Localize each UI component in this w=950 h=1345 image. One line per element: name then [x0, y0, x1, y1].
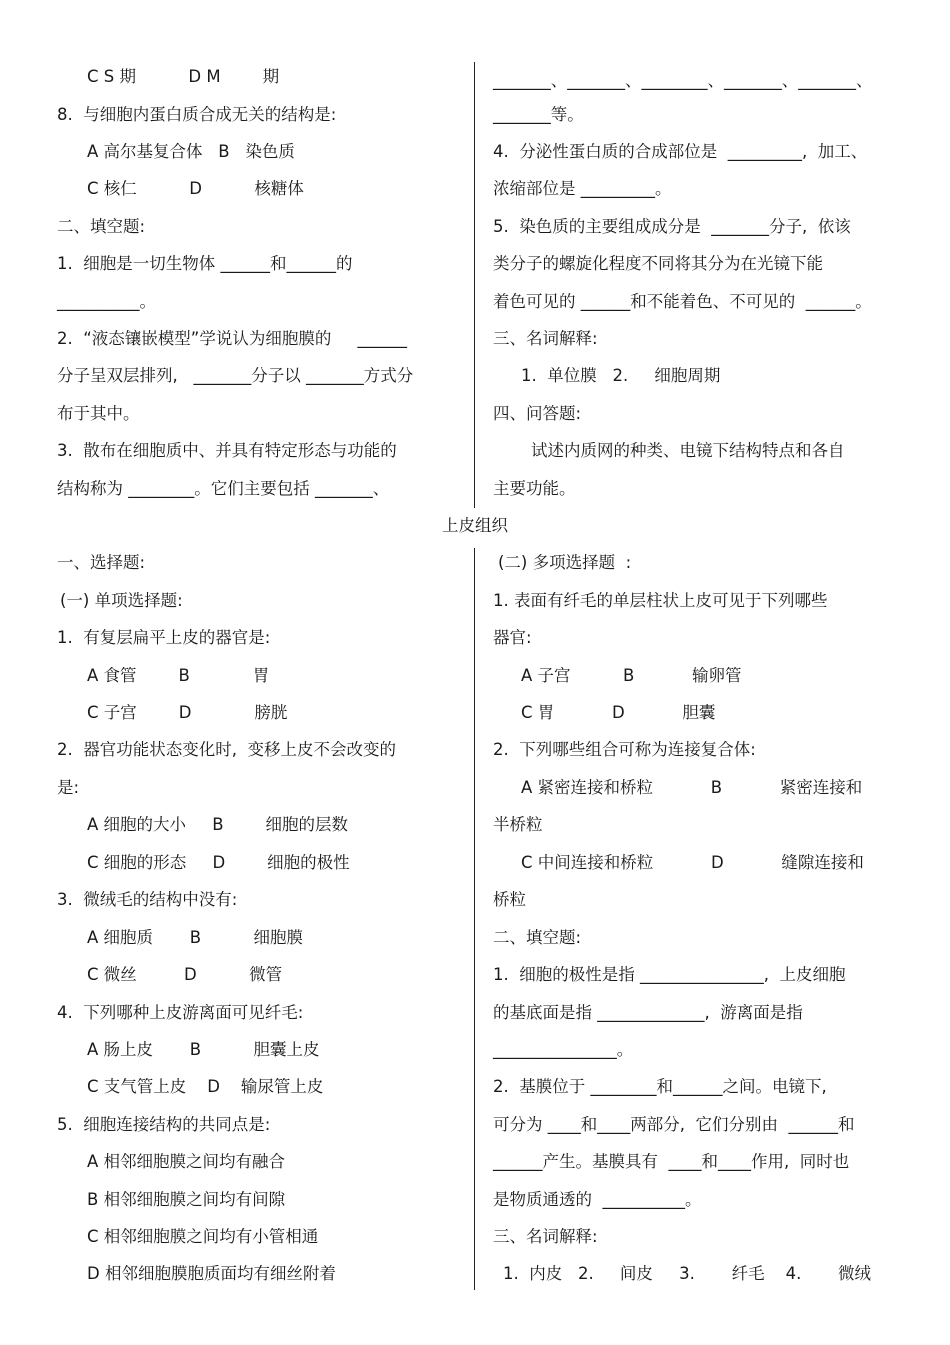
text-line: 浓缩部位是 _________。	[493, 179, 672, 198]
section-heading-terms: 三、名词解释:	[493, 1227, 598, 1246]
fill-question-4: 4. 分泌性蛋白质的合成部位是 _________, 加工、	[493, 142, 868, 161]
choice-question-1: 1. 有复层扁平上皮的器官是:	[57, 628, 271, 647]
choice-line: B 相邻细胞膜之间均有间隙	[87, 1190, 286, 1209]
section-heading-terms: 三、名词解释:	[493, 329, 598, 348]
fill-question-5: 5. 染色质的主要组成成分是 _______分子, 依该	[493, 217, 851, 236]
text-line: 是物质通透的 __________。	[493, 1190, 702, 1209]
section-heading-choice: 一、选择题:	[57, 553, 146, 572]
multi-question-1: 1. 表面有纤毛的单层柱状上皮可见于下列哪些	[493, 591, 828, 610]
text-line: 可分为 ____和____两部分, 它们分别由 ______和	[493, 1115, 855, 1134]
choice-line: A 相邻细胞膜之间均有融合	[87, 1152, 286, 1171]
fill-question-1: 1. 细胞是一切生物体 ______和______的	[57, 254, 353, 273]
text-line: 着色可见的 ______和不能着色、不可见的 ______。	[493, 292, 872, 311]
text-line: _______________。	[493, 1040, 634, 1059]
choice-line: A 紧密连接和桥粒 B 紧密连接和	[521, 778, 863, 797]
choice-line: A 高尔基复合体 B 染色质	[87, 142, 295, 161]
choice-line: C 支气管上皮 D 输尿管上皮	[87, 1077, 324, 1096]
section-heading-fill-in: 二、填空题:	[493, 928, 582, 947]
essay-question: 试述内质网的种类、电镜下结构特点和各自	[531, 441, 845, 460]
terms-line: 1. 内皮 2. 间皮 3. 纤毛 4. 微绒	[503, 1264, 872, 1283]
choice-line: C 子宫 D 膀胱	[87, 703, 288, 722]
fill-question-2: 2. 基膜位于 ________和______之间。电镜下,	[493, 1077, 827, 1096]
text-line: 主要功能。	[493, 479, 576, 498]
choice-line: A 子宫 B 输卵管	[521, 666, 742, 685]
choice-line: A 肠上皮 B 胆囊上皮	[87, 1040, 320, 1059]
choice-line: C 胃 D 胆囊	[521, 703, 716, 722]
text-line: _______、_______、________、_______、_______、	[493, 71, 873, 90]
choice-line: C S 期 D M 期	[87, 67, 280, 86]
choice-question-3: 3. 微绒毛的结构中没有:	[57, 890, 238, 909]
subheading-single-choice: (一) 单项选择题:	[60, 591, 183, 610]
text-line: 类分子的螺旋化程度不同将其分为在光镜下能	[493, 254, 823, 273]
text-line: 器官:	[493, 628, 532, 647]
choice-line: C 微丝 D 微管	[87, 965, 283, 984]
choice-line: A 细胞质 B 细胞膜	[87, 928, 304, 947]
choice-line: D 相邻细胞膜胞质面均有细丝附着	[87, 1264, 336, 1283]
choice-question-5: 5. 细胞连接结构的共同点是:	[57, 1115, 271, 1134]
text-line: ______产生。基膜具有 ____和____作用, 同时也	[493, 1152, 850, 1171]
column-divider-bottom	[474, 548, 475, 1290]
text-line: __________。	[57, 292, 156, 311]
text-line: 结构称为 ________。它们主要包括 _______、	[57, 479, 390, 498]
choice-line: C 中间连接和桥粒 D 缝隙连接和	[521, 853, 864, 872]
choice-line: A 细胞的大小 B 细胞的层数	[87, 815, 349, 834]
choice-question-4: 4. 下列哪种上皮游离面可见纤毛:	[57, 1003, 304, 1022]
text-line: 半桥粒	[493, 815, 543, 834]
terms-line: 1. 单位膜 2. 细胞周期	[521, 366, 721, 385]
text-line: 布于其中。	[57, 404, 140, 423]
question-8: 8. 与细胞内蛋白质合成无关的结构是:	[57, 105, 337, 124]
section-heading-questions: 四、问答题:	[493, 404, 582, 423]
section-title: 上皮组织	[442, 516, 508, 535]
fill-question-2: 2. “液态镶嵌模型”学说认为细胞膜的 ______	[57, 329, 408, 348]
text-line: 是:	[57, 778, 80, 797]
multi-question-2: 2. 下列哪些组合可称为连接复合体:	[493, 740, 756, 759]
text-line: 桥粒	[493, 890, 526, 909]
text-line: _______等。	[493, 105, 584, 124]
choice-line: C 相邻细胞膜之间均有小管相通	[87, 1227, 319, 1246]
choice-question-2: 2. 器官功能状态变化时, 变移上皮不会改变的	[57, 740, 396, 759]
column-divider-top	[474, 62, 475, 508]
fill-question-1: 1. 细胞的极性是指 _______________, 上皮细胞	[493, 965, 846, 984]
text-line: 分子呈双层排列, _______分子以 _______方式分	[57, 366, 414, 385]
choice-line: C 核仁 D 核糖体	[87, 179, 304, 198]
subheading-multi-choice: (二) 多项选择题 :	[498, 553, 632, 572]
section-heading-fill-in: 二、填空题:	[57, 217, 146, 236]
fill-question-3: 3. 散布在细胞质中、并具有特定形态与功能的	[57, 441, 397, 460]
choice-line: C 细胞的形态 D 细胞的极性	[87, 853, 350, 872]
choice-line: A 食管 B 胃	[87, 666, 270, 685]
text-line: 的基底面是指 _____________, 游离面是指	[493, 1003, 803, 1022]
